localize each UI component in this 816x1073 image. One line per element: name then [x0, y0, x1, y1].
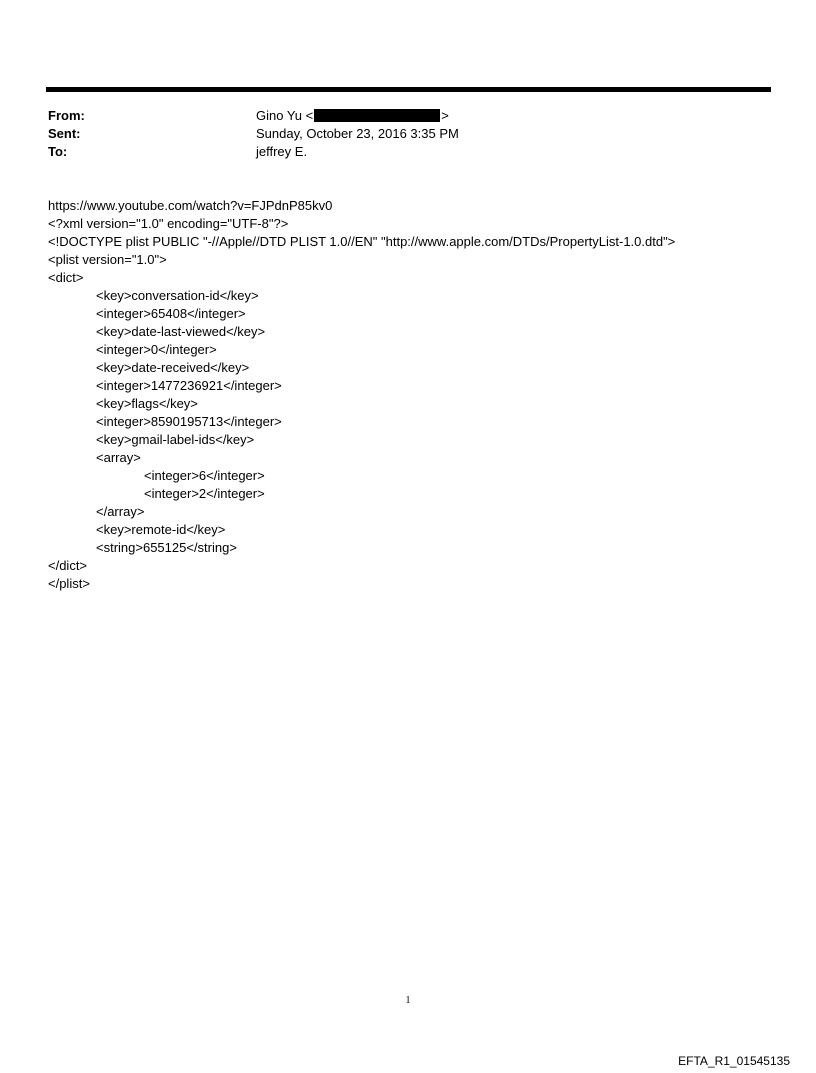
body-line: <key>date-received</key> [96, 360, 250, 375]
body-line: <key>date-last-viewed</key> [96, 324, 266, 339]
body-line: </array> [96, 504, 145, 519]
redacted-email-block [314, 109, 440, 122]
body-line: <integer>1477236921</integer> [96, 378, 282, 393]
from-value [256, 107, 449, 125]
to-row [48, 143, 748, 161]
sent-row [48, 125, 748, 143]
from-row [48, 107, 748, 125]
sent-label: Sent: [48, 126, 81, 141]
page-number: 1 [405, 995, 411, 1006]
email-body [48, 197, 788, 593]
body-line: <key>gmail-label-ids</key> [96, 432, 255, 447]
body-line: </plist> [48, 576, 90, 591]
sender-email-close: > [441, 108, 449, 123]
body-line: <!DOCTYPE plist PUBLIC "-//Apple//DTD PLIST 1.0//EN" "http://www.apple.com/DTDs/PropertyList-1.0.dtd"> [48, 234, 676, 249]
to-label: To: [48, 144, 68, 159]
sender-name: Gino Yu < [256, 108, 314, 123]
body-line: <array> [96, 450, 141, 465]
body-line: <integer>8590195713</integer> [96, 414, 282, 429]
body-line: <key>conversation-id</key> [96, 288, 259, 303]
body-line[interactable]: https://www.youtube.com/watch?v=FJPdnP85kv0 [48, 198, 333, 213]
body-line: <key>flags</key> [96, 396, 198, 411]
body-line: <integer>0</integer> [96, 342, 217, 357]
body-line: <?xml version="1.0" encoding="UTF-8"?> [48, 216, 289, 231]
sent-value: Sunday, October 23, 2016 3:35 PM [256, 126, 459, 141]
email-header [48, 107, 748, 161]
body-line: <integer>2</integer> [144, 486, 265, 501]
body-line: <plist version="1.0"> [48, 252, 167, 267]
body-line: <integer>6</integer> [144, 468, 265, 483]
bates-number: EFTA_R1_01545135 [678, 1054, 790, 1068]
from-label: From: [48, 108, 85, 123]
body-line: <dict> [48, 270, 84, 285]
body-line: <integer>65408</integer> [96, 306, 246, 321]
body-line: </dict> [48, 558, 88, 573]
to-value: jeffrey E. [256, 144, 308, 159]
body-line: <key>remote-id</key> [96, 522, 226, 537]
body-line: <string>655125</string> [96, 540, 237, 555]
header-rule [46, 87, 771, 92]
